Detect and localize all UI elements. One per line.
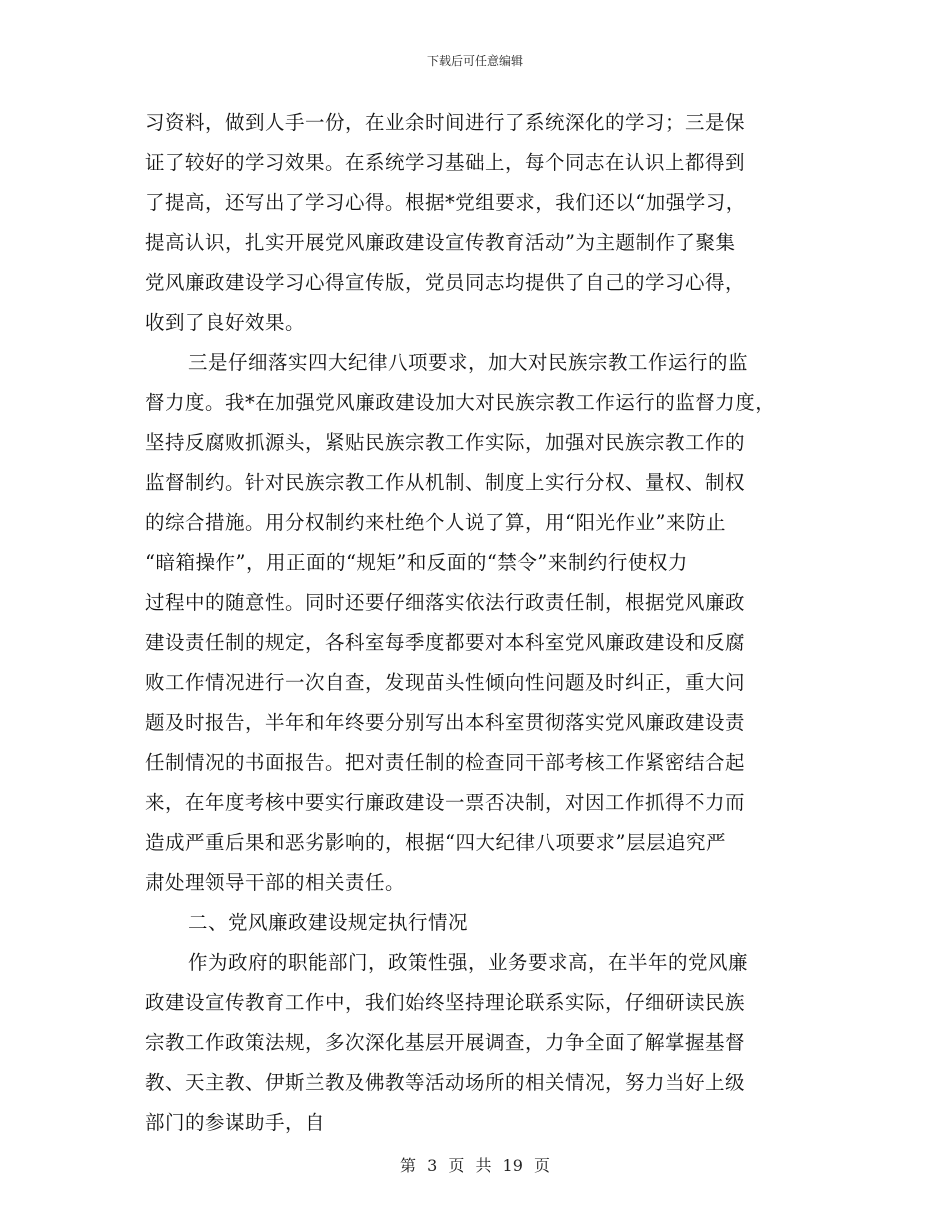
text-line: 部门的参谋助手，自 — [145, 1111, 326, 1134]
page-footer: 第 3 页 共 19 页 — [400, 1156, 550, 1175]
text-line: 督力度。我*在加强党风廉政建设加大对民族宗教工作运行的监督力度， — [145, 391, 776, 414]
text-line: 监督制约。针对民族宗教工作从机制、制度上实行分权、量权、制权 — [145, 471, 746, 494]
text-line: 作为政府的职能部门，政策性强，业务要求高，在半年的党风廉 — [188, 951, 749, 974]
text-line: 肃处理领导干部的相关责任。 — [145, 871, 406, 894]
text-line: 二、党风廉政建设规定执行情况 — [188, 911, 469, 934]
text-line: 任制情况的书面报告。把对责任制的检查同干部考核工作紧密结合起 — [145, 751, 746, 774]
text-line: 败工作情况进行一次自查，发现苗头性倾向性问题及时纠正，重大问 — [145, 671, 746, 694]
text-line: 证了较好的学习效果。在系统学习基础上，每个同志在认识上都得到 — [145, 151, 746, 174]
text-line: 建设责任制的规定，各科室每季度都要对本科室党风廉政建设和反腐 — [145, 631, 746, 654]
text-line: 的综合措施。用分权制约来杜绝个人说了算，用“阳光作业”来防止 — [145, 511, 726, 534]
text-line: 来，在年度考核中要实行廉政建设一票否决制，对因工作抓得不力而 — [145, 791, 746, 814]
text-line: 题及时报告，半年和年终要分别写出本科室贯彻落实党风廉政建设责 — [145, 711, 746, 734]
text-line: “暗箱操作”，用正面的“规矩”和反面的“禁令”来制约行使权力 — [145, 551, 688, 574]
text-line: 收到了良好效果。 — [145, 311, 306, 334]
text-line: 三是仔细落实四大纪律八项要求，加大对民族宗教工作运行的监 — [188, 351, 749, 374]
text-line: 过程中的随意性。同时还要仔细落实依法行政责任制，根据党风廉政 — [145, 591, 746, 614]
text-line: 习资料，做到人手一份，在业余时间进行了系统深化的学习；三是保 — [145, 111, 746, 134]
text-line: 教、天主教、伊斯兰教及佛教等活动场所的相关情况，努力当好上级 — [145, 1071, 746, 1094]
text-line: 坚持反腐败抓源头，紧贴民族宗教工作实际，加强对民族宗教工作的 — [145, 431, 746, 454]
page-header: 下载后可任意编辑 — [426, 54, 523, 68]
text-line: 了提高，还写出了学习心得。根据*党组要求，我们还以“加强学习， — [145, 191, 746, 214]
text-line: 政建设宣传教育工作中，我们始终坚持理论联系实际，仔细研读民族 — [145, 991, 746, 1014]
text-line: 造成严重后果和恶劣影响的，根据“四大纪律八项要求”层层追究严 — [145, 831, 726, 854]
text-line: 宗教工作政策法规，多次深化基层开展调查，力争全面了解掌握基督 — [145, 1031, 746, 1054]
document-body — [145, 103, 825, 1143]
text-line: 党风廉政建设学习心得宣传版，党员同志均提供了自己的学习心得， — [145, 271, 746, 294]
text-line: 提高认识，扎实开展党风廉政建设宣传教育活动”为主题制作了聚集 — [145, 231, 736, 254]
